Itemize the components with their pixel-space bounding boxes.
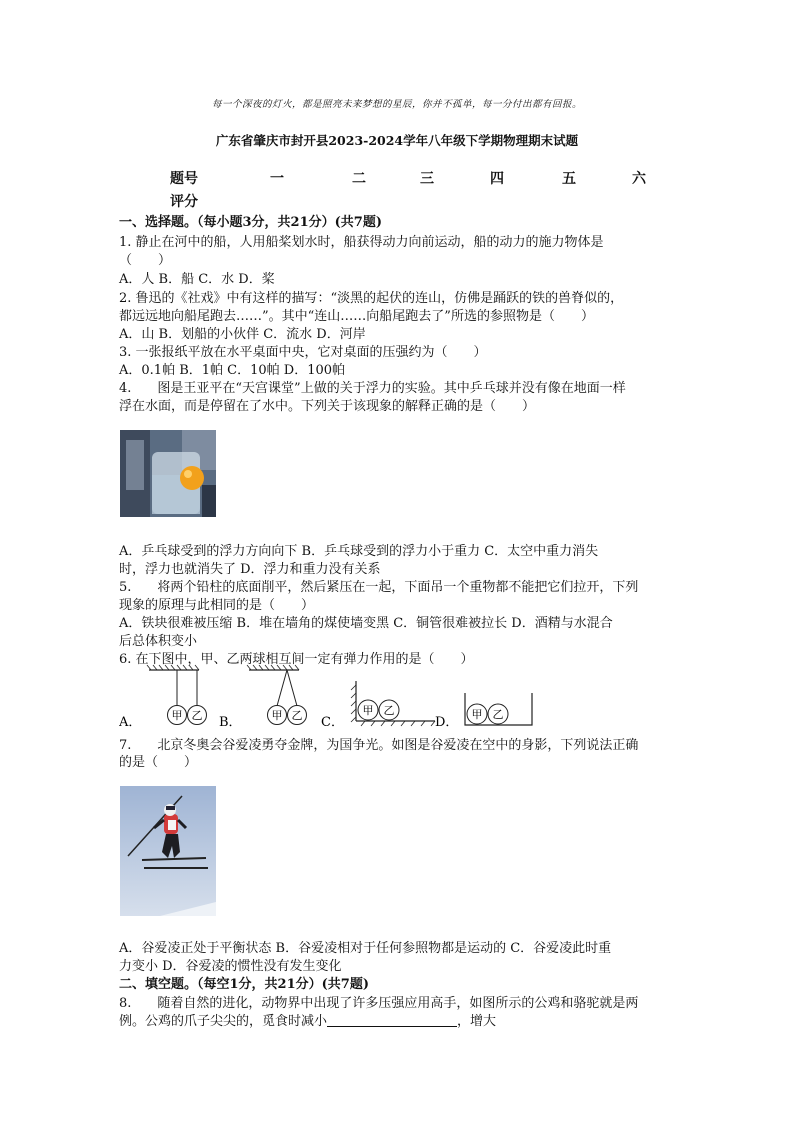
exam-title: 广东省肇庆市封开县2023-2024学年八年级下学期物理期末试题 — [215, 133, 579, 148]
q8-text-before-blank: 例。公鸡的爪子尖尖的，觅食时减小 — [119, 1014, 328, 1029]
q6-stem: 6. 在下图中，甲、乙两球相互间一定有弹力作用的是（ ） — [119, 652, 474, 667]
q4-options-2: 时，浮力也就消失了 D．浮力和重力没有关系 — [119, 562, 381, 577]
q8-text-after-blank: ，增大 — [457, 1014, 497, 1029]
q7-stem: 7. 北京冬奥会谷爱凌勇夺金牌，为国争光。如图是谷爱凌在空中的身影，下列说法正确 — [119, 738, 639, 753]
score-col-4: 四 — [490, 171, 504, 187]
q2-stem-2: 都远远地向船尾跑去……”。其中“连山……向船尾跑去了”所选的参照物是（ ） — [119, 309, 594, 324]
q6-figure — [119, 663, 549, 731]
q5-stem: 5. 将两个铅柱的底面削平，然后紧压在一起，下面吊一个重物都不能把它们拉开，下列 — [119, 580, 639, 595]
q6-a-ball-yi: 乙 — [191, 709, 203, 722]
q1-options: A．人 B．船 C．水 D．桨 — [119, 272, 275, 287]
q6-option-a-diagram — [147, 665, 207, 725]
q3-stem: 3. 一张报纸平放在水平桌面中央，它对桌面的压强约为（ ） — [119, 345, 487, 360]
q8-answer-blank[interactable] — [327, 1014, 457, 1027]
q6-option-c-label: C． — [321, 715, 344, 730]
q1-stem: 1. 静止在河中的船，人用船桨划水时，船获得动力向前运动，船的动力的施力物体是 — [119, 235, 604, 250]
score-col-5: 五 — [562, 171, 576, 187]
q1-stem-2: （ ） — [119, 253, 172, 268]
q6-option-c-diagram — [351, 681, 435, 726]
score-col-3: 三 — [420, 171, 434, 187]
q8-stem-2 — [119, 1010, 679, 1029]
section1-heading: 一、选择题。（每小题3分，共21分）(共7题) — [119, 215, 382, 230]
q6-a-ball-jia: 甲 — [171, 709, 183, 722]
q6-option-a-label: A． — [119, 715, 142, 730]
q2-options: A．山 B．划船的小伙伴 C．流水 D．河岸 — [119, 327, 366, 342]
q6-c-ball-yi: 乙 — [383, 704, 395, 717]
q7-options: A．谷爱凌正处于平衡状态 B．谷爱凌相对于任何参照物都是运动的 C．谷爱凌此时重 — [119, 941, 612, 956]
score-col-1: 一 — [270, 171, 284, 187]
q6-option-d-label: D． — [435, 715, 459, 730]
q6-b-ball-jia: 甲 — [271, 709, 283, 722]
q5-options: A．铁块很难被压缩 B．堆在墙角的煤使墙变黑 C．铜管很难被拉长 D．酒精与水混合 — [119, 616, 613, 631]
q7-stem-2: 的是（ ） — [119, 755, 198, 770]
q6-c-ball-jia: 甲 — [362, 704, 374, 717]
q4-stem-2: 浮在水面，而是停留在了水中。下列关于该现象的解释正确的是（ ） — [119, 399, 536, 414]
q5-stem-2: 现象的原理与此相同的是（ ） — [119, 598, 315, 613]
q5-options-2: 后总体积变小 — [119, 634, 198, 649]
q6-d-ball-yi: 乙 — [492, 708, 504, 721]
q3-options: A．0.1帕 B．1帕 C．10帕 D．100帕 — [119, 363, 346, 378]
q2-stem: 2. 鲁迅的《社戏》中有这样的描写：“淡黑的起伏的连山，仿佛是踊跃的铁的兽脊似的， — [119, 291, 624, 306]
motto-header: 每一个深夜的灯火，都是照亮未来梦想的星辰，你并不孤单，每一分付出都有回报。 — [211, 99, 582, 110]
skier-photo — [120, 786, 216, 916]
q8-stem: 8. 随着自然的进化，动物界中出现了许多压强应用高手，如图所示的公鸡和骆驼就是两 — [119, 996, 639, 1011]
q7-options-2: 力变小 D．谷爱凌的惯性没有发生变化 — [119, 959, 342, 974]
section2-heading: 二、填空题。（每空1分，共21分）(共7题) — [119, 977, 369, 992]
space-pingpong-photo — [120, 430, 216, 517]
q6-b-ball-yi: 乙 — [291, 709, 303, 722]
score-col-2: 二 — [352, 171, 366, 187]
score-col-6: 六 — [632, 171, 646, 187]
q6-option-d-diagram — [465, 693, 532, 725]
score-table-header — [170, 168, 670, 188]
q4-options: A．乒乓球受到的浮力方向向下 B．乒乓球受到的浮力小于重力 C．太空中重力消失 — [119, 544, 599, 559]
score-row-label: 题号 — [170, 171, 198, 187]
q6-option-b-label: B． — [219, 715, 242, 730]
score-label: 评分 — [170, 194, 198, 210]
q4-stem: 4. 图是王亚平在“天宫课堂”上做的关于浮力的实验。其中乒乓球并没有像在地面一样 — [119, 381, 626, 396]
q6-d-ball-jia: 甲 — [471, 708, 483, 721]
q6-option-b-diagram — [247, 665, 307, 725]
